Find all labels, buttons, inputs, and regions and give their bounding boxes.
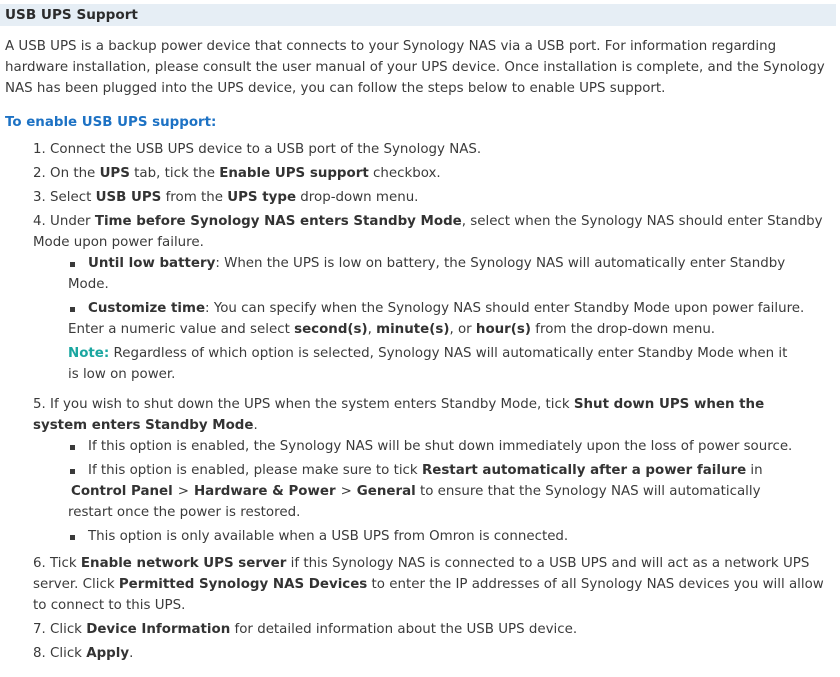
standby-time-term: Time before Synology NAS enters Standby Mode: [94, 214, 462, 229]
intro-line-3: NAS has been plugged into the UPS device, you can follow the steps below to enable UPS support.: [5, 81, 666, 96]
option-customize-time-line-2: [68, 322, 715, 338]
step-6-line-2: [33, 577, 824, 593]
step-5-bullet-1: If this option is enabled, the Synology NAS will be shut down immediately upon the loss of power source.: [88, 439, 793, 454]
device-information-term: Device Information: [86, 622, 231, 637]
control-panel-term: Control Panel: [71, 484, 173, 499]
intro-paragraph: [5, 36, 835, 99]
option-text: from the drop-down menu.: [531, 322, 716, 337]
step-5-bullet-2-line-3: restart once the power is restored.: [68, 505, 301, 520]
bullet-text: in: [746, 463, 763, 478]
bullet-text: If this option is enabled, please make sure to tick: [88, 463, 422, 478]
option-text: : You can specify when the Synology NAS should enter Standby Mode upon power failure.: [205, 301, 805, 316]
intro-line-2: hardware installation, please consult the user manual of your UPS device. Once installation is complete, and the Synology: [5, 60, 825, 75]
minutes-term: minute(s): [376, 322, 450, 337]
step-7-text: 7. Click: [33, 622, 87, 637]
step-8-text: 8. Click: [33, 646, 87, 661]
step-2-text: tab, tick the: [129, 166, 220, 181]
bullet-icon: [70, 445, 75, 450]
step-3-text: drop-down menu.: [296, 190, 419, 205]
note-line-2: is low on power.: [68, 367, 176, 382]
path-separator: >: [340, 484, 352, 499]
intro-line-1: A USB UPS is a backup power device that connects to your Synology NAS via a USB port. For information regarding: [5, 39, 777, 54]
step-4-line-2: Mode upon power failure.: [33, 235, 204, 250]
bullet-icon: [70, 307, 75, 312]
apply-term: Apply: [86, 646, 130, 661]
step-5-text: 5. If you wish to shut down the UPS when the system enters Standby Mode, tick: [33, 397, 574, 412]
path-separator: >: [177, 484, 189, 499]
step-5: [33, 397, 764, 413]
hours-term: hour(s): [475, 322, 532, 337]
option-until-low-battery: [88, 256, 785, 272]
enable-ups-support-term: Enable UPS support: [219, 166, 369, 181]
shut-down-ups-term-cont: system enters Standby Mode: [33, 418, 254, 433]
enable-network-ups-term: Enable network UPS server: [80, 556, 287, 571]
step-8: [33, 646, 133, 662]
step-5-bullet-2: [88, 463, 763, 479]
usb-ups-term: USB UPS: [95, 190, 162, 205]
bullet-icon: [70, 469, 75, 474]
option-text: , or: [449, 322, 476, 337]
bullet-icon: [70, 535, 75, 540]
note-label: Note:: [68, 346, 110, 361]
restart-automatically-term: Restart automatically after a power failure: [421, 463, 747, 478]
title-bar: [0, 4, 836, 26]
step-5-bullet-3: This option is only available when a USB UPS from Omron is connected.: [88, 529, 569, 544]
option-customize-time: [88, 301, 804, 317]
until-low-battery-term: Until low battery: [88, 256, 216, 271]
step-2-text: 2. On the: [33, 166, 100, 181]
step-3: [33, 190, 418, 206]
step-3-text: from the: [161, 190, 228, 205]
control-panel-path: [71, 484, 761, 500]
general-term: General: [356, 484, 416, 499]
step-6: [33, 556, 809, 572]
step-5-text: .: [253, 418, 258, 433]
step-7-text: for detailed information about the USB UPS device.: [230, 622, 578, 637]
option-until-low-battery-line-2: Mode.: [68, 277, 109, 292]
hardware-power-term: Hardware & Power: [193, 484, 336, 499]
option-text: : When the UPS is low on battery, the Synology NAS will automatically enter Standby: [215, 256, 786, 271]
option-text: ,: [367, 322, 377, 337]
bullet-icon: [70, 262, 75, 267]
step-1: 1. Connect the USB UPS device to a USB port of the Synology NAS.: [33, 142, 482, 157]
page-title: USB UPS Support: [5, 7, 138, 23]
step-6-text: server. Click: [33, 577, 119, 592]
step-4-text: , select when the Synology NAS should enter Standby: [461, 214, 823, 229]
step-4-text: 4. Under: [33, 214, 95, 229]
step-6-text: if this Synology NAS is connected to a USB UPS and will act as a network UPS: [286, 556, 810, 571]
permitted-devices-term: Permitted Synology NAS Devices: [118, 577, 368, 592]
ups-type-term: UPS type: [227, 190, 297, 205]
ups-tab-term: UPS: [99, 166, 130, 181]
step-3-text: 3. Select: [33, 190, 96, 205]
step-5-line-2: [33, 418, 258, 434]
bullet-text: to ensure that the Synology NAS will automatically: [415, 484, 761, 499]
shut-down-ups-term: Shut down UPS when the: [573, 397, 765, 412]
step-6-line-3: to connect to this UPS.: [33, 598, 186, 613]
customize-time-term: Customize time: [88, 301, 206, 316]
step-2-text: checkbox.: [368, 166, 441, 181]
step-2: [33, 166, 441, 182]
step-6-text: to enter the IP addresses of all Synology NAS devices you will allow: [367, 577, 824, 592]
step-4: [33, 214, 823, 230]
section-heading: To enable USB UPS support:: [5, 115, 217, 130]
note-text: Regardless of which option is selected, Synology NAS will automatically enter Standby Mode when it: [109, 346, 788, 361]
step-6-text: 6. Tick: [33, 556, 81, 571]
step-8-text: .: [129, 646, 134, 661]
option-text: Enter a numeric value and select: [68, 322, 295, 337]
note: [68, 346, 787, 362]
step-7: [33, 622, 577, 638]
seconds-term: second(s): [294, 322, 368, 337]
